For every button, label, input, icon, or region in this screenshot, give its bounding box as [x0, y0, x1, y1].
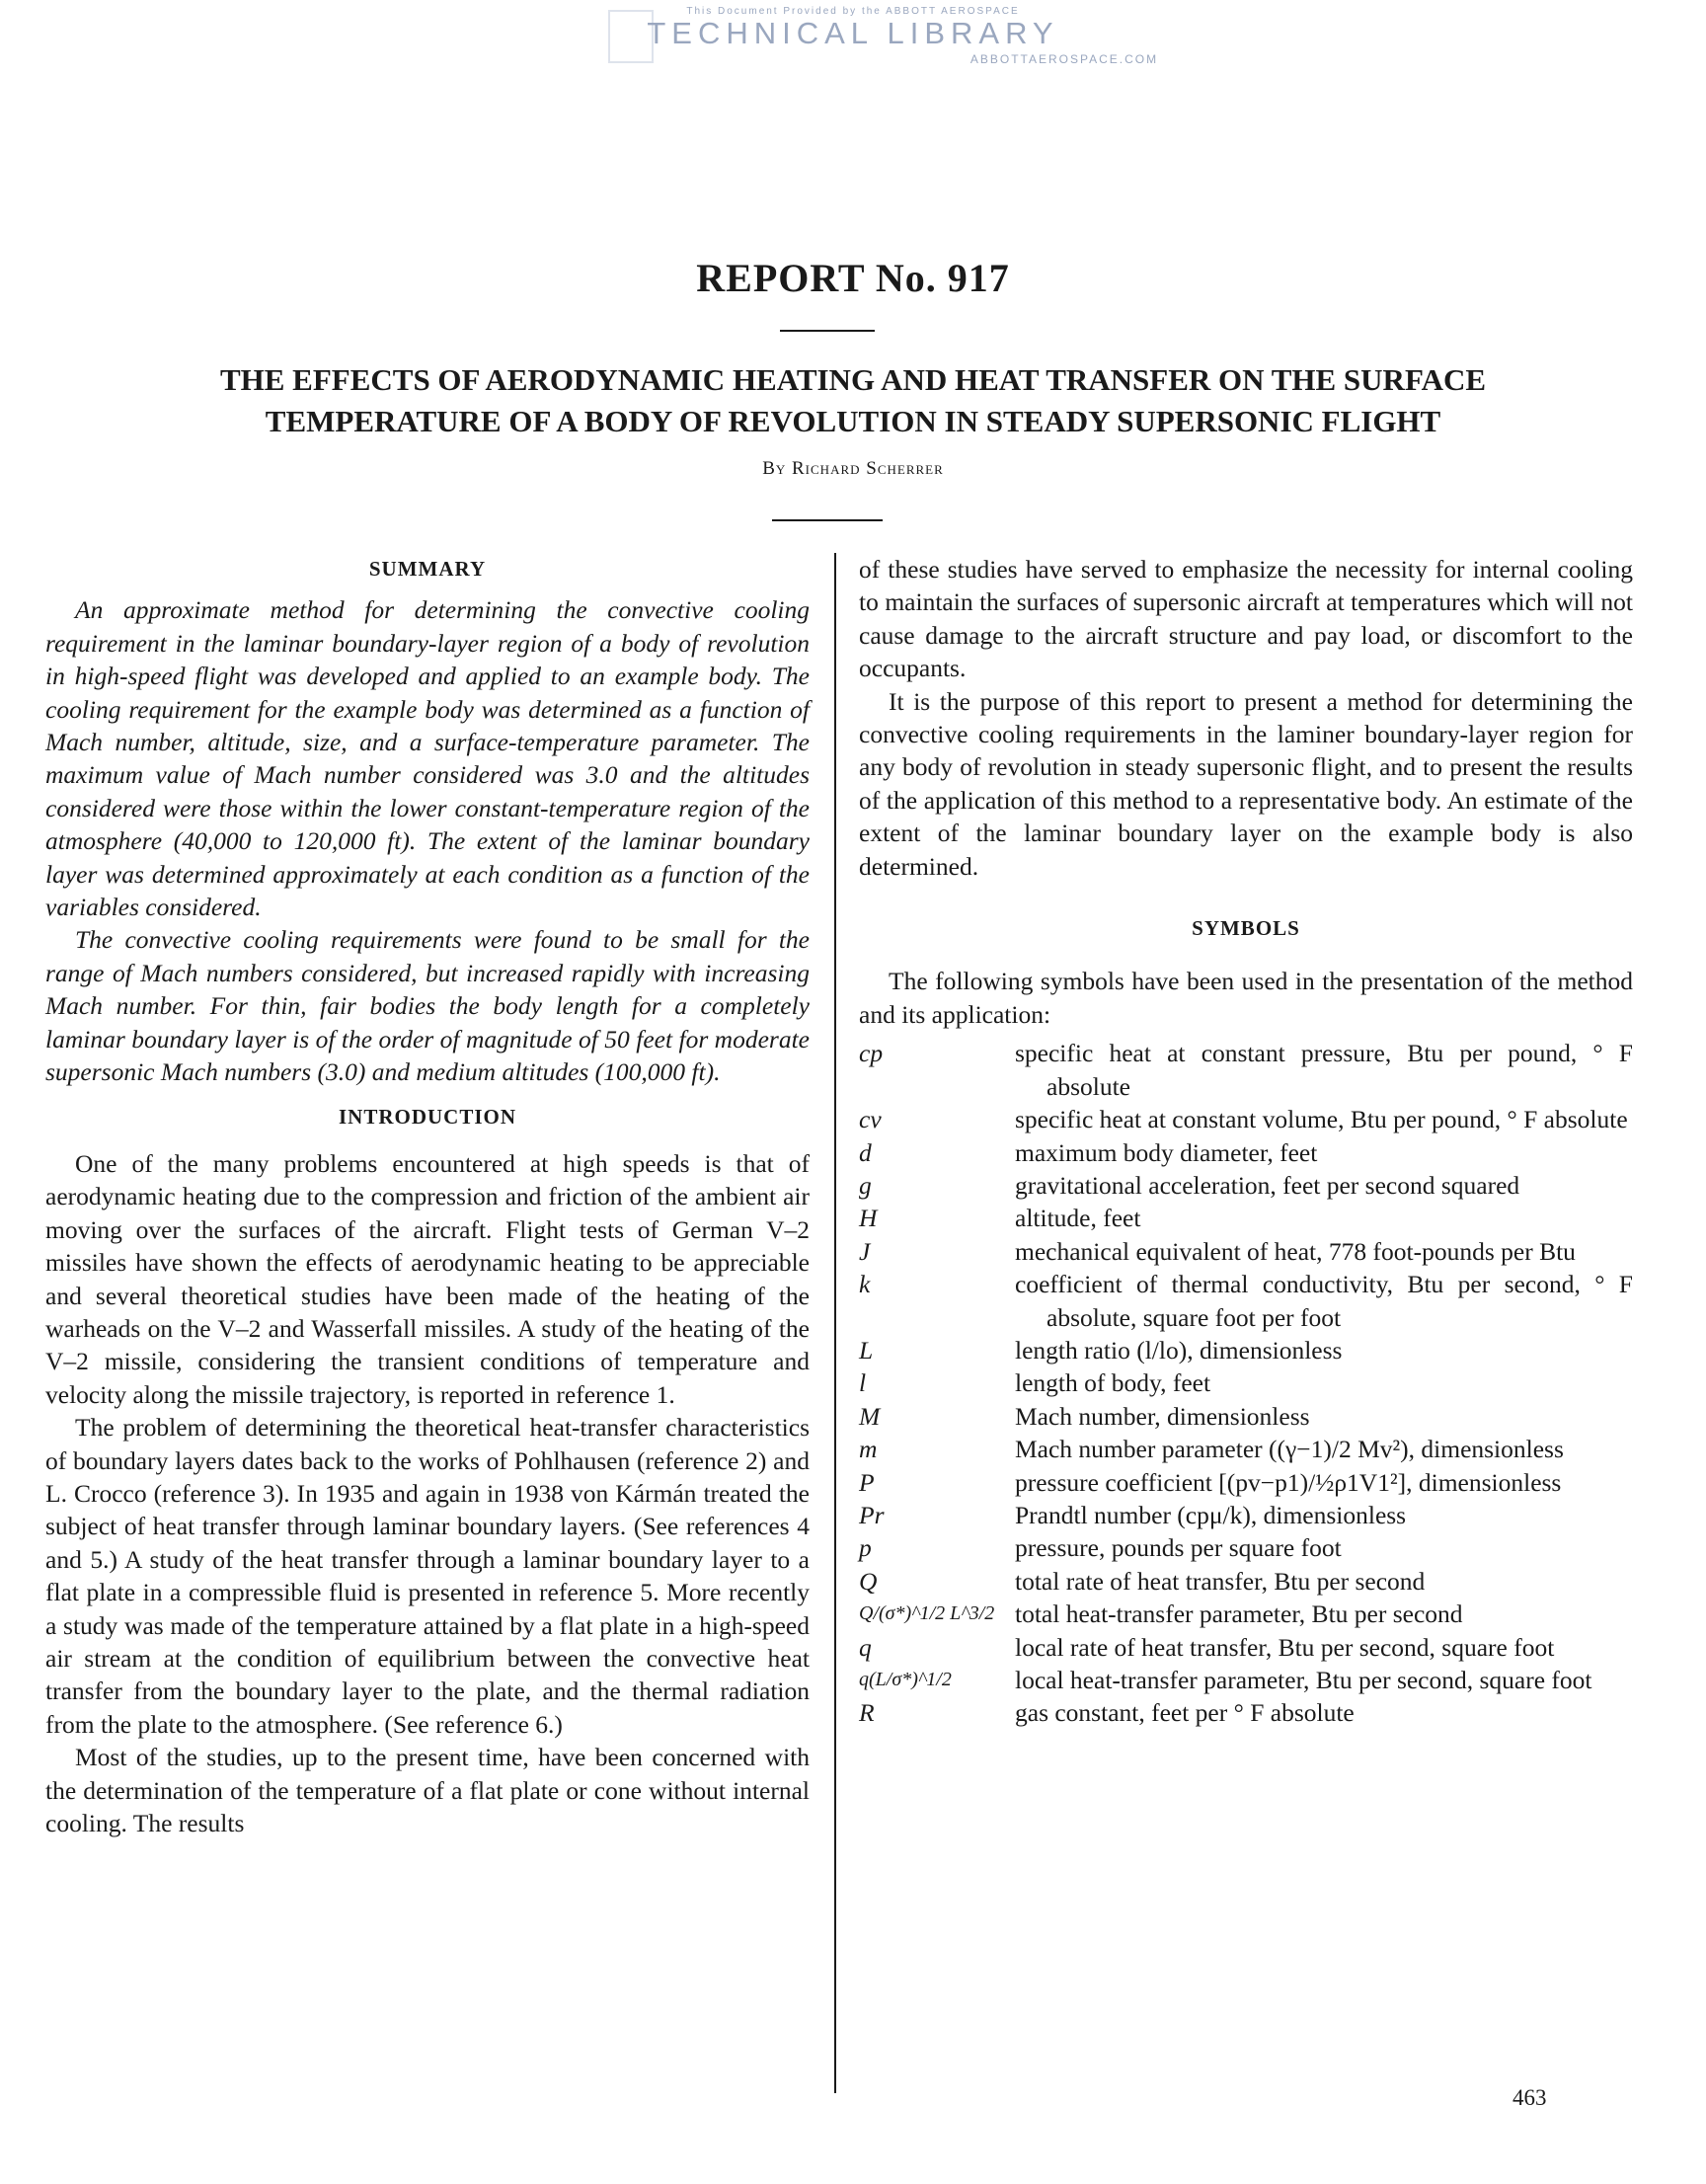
watermark-line3: ABBOTTAEROSPACE.COM — [969, 52, 1159, 66]
symbol-row — [859, 1334, 1633, 1366]
summary-paragraph-2: The convective cooling requirements were found to be small for the range of Mach numbers considered, but increased rapidly with increasing Mach number. For thin, fair bodies the body length for a completely laminar boundary layer is of the order of magnitude of 50 feet for moderate supersonic Mach numbers (3.0) and medium altitudes (100,000 ft). — [45, 925, 810, 1087]
title-line-2: TEMPERATURE OF A BODY OF REVOLUTION IN STEADY SUPERSONIC FLIGHT — [265, 404, 1441, 438]
symbol-definition: Prandtl number (cpμ/k), dimensionless — [1015, 1500, 1407, 1529]
introduction-heading: INTRODUCTION — [338, 1104, 517, 1129]
symbol-term: R — [859, 1698, 875, 1728]
symbol-definition: total rate of heat transfer, Btu per second — [1015, 1566, 1426, 1596]
byline-rule — [772, 519, 883, 521]
symbol-row — [859, 1202, 1633, 1234]
introduction-paragraph-1: One of the many problems encountered at high speeds is that of aerodynamic heating due to the compression and friction of the ambient air moving over the surfaces of the aircraft. Flight tests of German V–2 missiles have shown the effects of aerodynamic heating to be appreciable and several theoretical studies have been made of the heating of the warheads on the V–2 and Wasserfall missiles. A study of the heating of the V–2 missile, considering the transient conditions of temperature and velocity along the missile trajectory, is reported in reference 1. — [45, 1148, 810, 1409]
right-column — [859, 553, 1633, 1730]
symbol-row — [859, 1631, 1633, 1664]
symbol-term: k — [859, 1270, 871, 1299]
summary-heading: SUMMARY — [368, 557, 487, 581]
symbol-term: q(L/σ*)^1/2 — [859, 1669, 952, 1690]
symbol-row — [859, 1499, 1633, 1531]
page-number: 463 — [1512, 2085, 1547, 2110]
symbol-definition: specific heat at constant pressure, Btu per pound, ° F absolute — [1015, 1039, 1633, 1101]
symbol-definition: local heat-transfer parameter, Btu per second, square foot — [1015, 1666, 1592, 1694]
symbol-term: H — [859, 1204, 878, 1233]
symbol-row — [859, 1696, 1633, 1729]
symbol-definition: altitude, feet — [1015, 1204, 1141, 1233]
symbol-row — [859, 1433, 1633, 1465]
symbol-definition: length ratio (l/lo), dimensionless — [1015, 1335, 1343, 1365]
symbol-definition: Mach number parameter ((γ−1)/2 Mv²), dimensionless — [1015, 1435, 1564, 1464]
introduction-paragraph-2: The problem of determining the theoretical heat-transfer characteristics of boundary layers dates back to the works of Pohlhausen (reference 2) and L. Crocco (reference 3). In 1935 and again in 1938 von Kármán treated the subject of heat transfer through laminar boundary layers. (See references 4 and 5.) A study of the heat transfer through a laminar boundary layer to a flat plate in a compressible fluid is presented in reference 5. More recently a study was made of the temperature attained by a flat plate in a high-speed air stream at the condition of equilibrium between the convective heat transfer from the boundary layer to the plate, and the thermal radiation from the plate to the atmosphere. (See reference 6.) — [45, 1413, 810, 1739]
symbol-term: q — [859, 1632, 872, 1662]
watermark-line1: This Document Provided by the ABBOTT AEROSPACE — [686, 6, 1020, 17]
symbols-heading: SYMBOLS — [1192, 916, 1300, 941]
symbol-term: cp — [859, 1039, 884, 1068]
symbol-row — [859, 1400, 1633, 1433]
symbol-term: Q/(σ*)^1/2 L^3/2 — [859, 1602, 995, 1625]
symbol-term: Pr — [859, 1500, 885, 1529]
author-byline: By Richard Scherrer — [762, 458, 944, 479]
symbol-row — [859, 1268, 1633, 1334]
symbol-term: Q — [859, 1566, 878, 1596]
symbol-row — [859, 1366, 1633, 1399]
symbol-term: cv — [859, 1105, 882, 1134]
symbols-intro: The following symbols have been used in the presentation of the method and its application: — [859, 967, 1633, 1029]
header-rule — [780, 330, 875, 332]
symbol-term: L — [859, 1335, 874, 1365]
symbol-definition: local rate of heat transfer, Btu per second, square foot — [1015, 1632, 1555, 1662]
introduction-paragraph-3: Most of the studies, up to the present time, have been concerned with the determination of the temperature of a flat plate or cone without internal cooling. The results — [45, 1743, 810, 1838]
symbols-table — [859, 1037, 1633, 1730]
symbol-definition: pressure coefficient [(pv−p1)/½ρ1V1²], dimensionless — [1015, 1467, 1562, 1497]
symbol-row — [859, 1664, 1633, 1696]
watermark-line2: TECHNICAL LIBRARY — [647, 16, 1059, 50]
symbol-definition: Mach number, dimensionless — [1015, 1401, 1310, 1431]
summary-paragraph-1: An approximate method for determining the convective cooling requirement in the laminar boundary-layer region of a body of revolution in high-speed flight was developed and applied to an example body. The cooling requirement for the example body was determined as a function of Mach number, altitude, size, and a surface-temperature parameter. The maximum value of Mach number considered was 3.0 and the altitudes considered were those within the lower constant-temperature region of the atmosphere (40,000 to 120,000 ft). The extent of the laminar boundary layer was determined approximately at each condition as a function of the variables considered. — [45, 595, 810, 922]
symbol-definition: total heat-transfer parameter, Btu per second — [1015, 1599, 1463, 1629]
introduction-paragraph-3-continued: of these studies have served to emphasize the necessity for internal cooling to maintain the surfaces of supersonic aircraft at temperatures which will not cause damage to the aircraft structure and pay load, or discomfort to the occupants. — [859, 555, 1633, 683]
symbol-term: P — [859, 1467, 875, 1497]
symbol-term: m — [859, 1435, 878, 1464]
symbol-term: g — [859, 1170, 872, 1200]
left-column — [45, 553, 810, 1839]
symbol-row — [859, 1531, 1633, 1564]
symbol-term: M — [859, 1401, 881, 1431]
symbol-term: d — [859, 1137, 872, 1167]
symbol-definition: maximum body diameter, feet — [1015, 1137, 1318, 1167]
symbol-definition: specific heat at constant volume, Btu per pound, ° F absolute — [1015, 1105, 1628, 1134]
report-title — [59, 359, 1647, 442]
symbol-definition: pressure, pounds per square foot — [1015, 1533, 1342, 1563]
symbol-definition: mechanical equivalent of heat, 778 foot-pounds per Btu — [1015, 1236, 1576, 1266]
symbol-term: p — [859, 1533, 872, 1563]
symbol-row — [859, 1037, 1633, 1103]
symbol-definition: gravitational acceleration, feet per second squared — [1015, 1170, 1520, 1200]
introduction-paragraph-4: It is the purpose of this report to present a method for determining the convective cooling requirements in the laminer boundary-layer region for any body of revolution in steady supersonic flight, and to present the results of the application of this method to a representative body. An estimate of the extent of the laminar boundary layer on the example body is also determined. — [859, 686, 1633, 881]
symbol-row — [859, 1598, 1633, 1630]
column-divider — [834, 553, 836, 2093]
symbol-row — [859, 1235, 1633, 1268]
title-line-1: THE EFFECTS OF AERODYNAMIC HEATING AND HEAT TRANSFER ON THE SURFACE — [219, 362, 1487, 397]
symbol-definition: coefficient of thermal conductivity, Btu per second, ° F absolute, square foot per foot — [1015, 1270, 1633, 1332]
report-number: REPORT No. 917 — [696, 256, 1010, 300]
symbol-row — [859, 1136, 1633, 1169]
symbol-term: l — [859, 1368, 867, 1398]
symbol-row — [859, 1466, 1633, 1499]
symbol-definition: gas constant, feet per ° F absolute — [1015, 1698, 1355, 1728]
symbol-row — [859, 1103, 1633, 1135]
symbol-row — [859, 1169, 1633, 1202]
symbol-term: J — [859, 1236, 871, 1266]
symbol-definition: length of body, feet — [1015, 1368, 1211, 1398]
symbol-row — [859, 1565, 1633, 1598]
